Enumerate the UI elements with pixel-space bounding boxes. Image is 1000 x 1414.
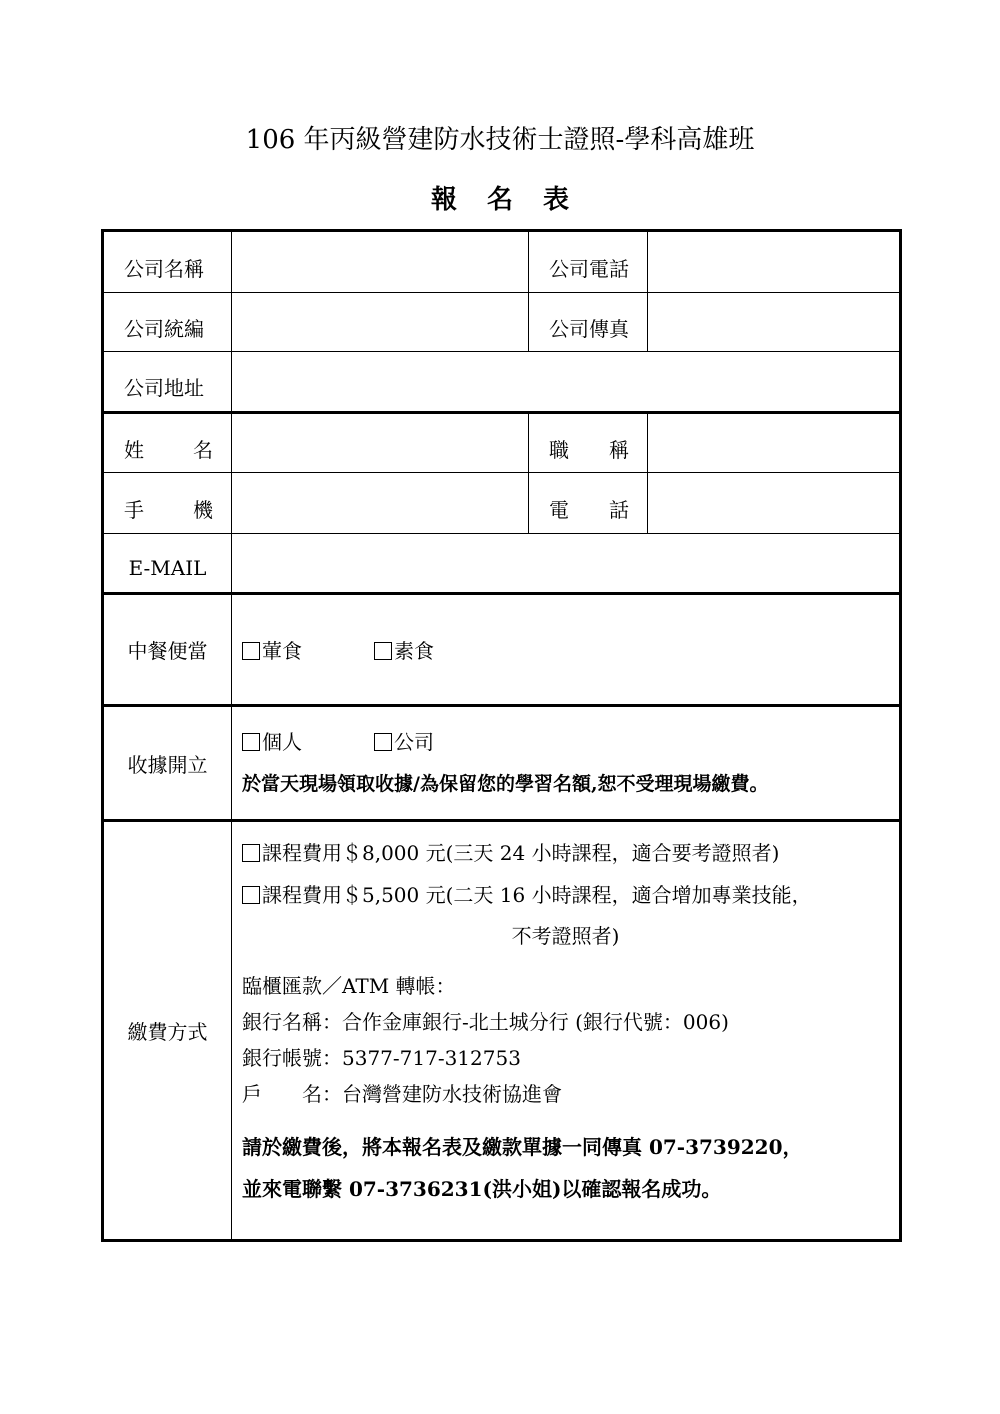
lunch-option-veg-label: 素食 <box>394 639 434 663</box>
mobile-label <box>103 473 232 534</box>
company-phone-field[interactable] <box>648 231 901 293</box>
row-email <box>103 534 901 594</box>
company-address-field[interactable] <box>232 352 901 413</box>
row-company-name <box>103 231 901 293</box>
bank-account: 銀行帳號：5377-717-312753 <box>242 1046 521 1070</box>
company-phone-label: 公司電話 <box>529 231 648 293</box>
job-title-label-a: 職 <box>549 437 569 462</box>
company-tax-id-label: 公司統編 <box>103 293 232 352</box>
row-lunch <box>103 594 901 706</box>
job-title-label <box>529 413 648 473</box>
phone-label-a: 電 <box>549 497 569 522</box>
phone-field[interactable] <box>648 473 901 534</box>
lunch-label: 中餐便當 <box>103 594 232 706</box>
phone-label <box>529 473 648 534</box>
phone-label-b: 話 <box>609 497 629 522</box>
checkbox[interactable] <box>374 642 392 660</box>
company-fax-field[interactable] <box>648 293 901 352</box>
row-company-tax-id <box>103 293 901 352</box>
name-label <box>103 413 232 473</box>
company-name-field[interactable] <box>232 231 529 293</box>
document-title: 106 年丙級營建防水技術士證照-學科高雄班 <box>245 125 755 155</box>
lunch-option-veg[interactable] <box>374 635 434 664</box>
payment-cell <box>232 821 901 1241</box>
checkbox[interactable] <box>242 844 260 862</box>
transfer-title: 臨櫃匯款／ATM 轉帳： <box>242 974 456 998</box>
row-company-address <box>103 352 901 413</box>
job-title-field[interactable] <box>648 413 901 473</box>
name-label-b: 名 <box>193 437 213 462</box>
bank-name: 銀行名稱：合作金庫銀行-北土城分行 (銀行代號：006) <box>242 1010 729 1034</box>
payment-notice-2: 並來電聯繫 07-3736231(洪小姐)以確認報名成功。 <box>242 1177 722 1201</box>
receipt-option-personal-label: 個人 <box>262 730 302 754</box>
account-holder-label: 戶 名： <box>242 1082 342 1106</box>
receipt-option-company[interactable] <box>374 721 434 763</box>
checkbox[interactable] <box>242 642 260 660</box>
mobile-label-b: 機 <box>193 497 213 522</box>
lunch-option-meat[interactable] <box>242 635 302 664</box>
row-mobile <box>103 473 901 534</box>
receipt-label: 收據開立 <box>103 706 232 821</box>
row-receipt <box>103 706 901 821</box>
lunch-option-meat-label: 葷食 <box>262 639 302 663</box>
receipt-option-company-label: 公司 <box>394 730 434 754</box>
course1-label: 課程費用＄8,000 元(三天 24 小時課程，適合要考證照者) <box>262 841 780 865</box>
receipt-option-personal[interactable] <box>242 721 302 763</box>
course2-label-cont: 不考證照者) <box>511 924 620 948</box>
checkbox[interactable] <box>242 886 260 904</box>
email-label: E-MAIL <box>103 534 232 594</box>
company-tax-id-field[interactable] <box>232 293 529 352</box>
row-payment <box>103 821 901 1241</box>
account-holder <box>242 1076 889 1112</box>
email-field[interactable] <box>232 534 901 594</box>
company-address-label: 公司地址 <box>103 352 232 413</box>
account-holder-value: 台灣營建防水技術協進會 <box>342 1082 562 1106</box>
document-subtitle: 報名表 <box>430 185 599 215</box>
receipt-note: 於當天現場領取收據/為保留您的學習名額,恕不受理現場繳費。 <box>242 773 769 795</box>
checkbox[interactable] <box>242 733 260 751</box>
receipt-cell <box>232 706 901 821</box>
checkbox[interactable] <box>374 733 392 751</box>
company-name-label: 公司名稱 <box>103 231 232 293</box>
name-label-a: 姓 <box>124 437 144 462</box>
company-fax-label: 公司傳真 <box>529 293 648 352</box>
payment-notice-1: 請於繳費後，將本報名表及繳款單據一同傳真 07-3739220， <box>242 1135 803 1159</box>
course2-label: 課程費用＄5,500 元(二天 16 小時課程，適合增加專業技能， <box>262 883 812 907</box>
mobile-label-a: 手 <box>124 497 144 522</box>
payment-label: 繳費方式 <box>103 821 232 1241</box>
row-name <box>103 413 901 473</box>
mobile-field[interactable] <box>232 473 529 534</box>
lunch-options <box>232 594 901 706</box>
job-title-label-b: 稱 <box>609 437 629 462</box>
name-field[interactable] <box>232 413 529 473</box>
registration-form <box>101 229 902 1242</box>
